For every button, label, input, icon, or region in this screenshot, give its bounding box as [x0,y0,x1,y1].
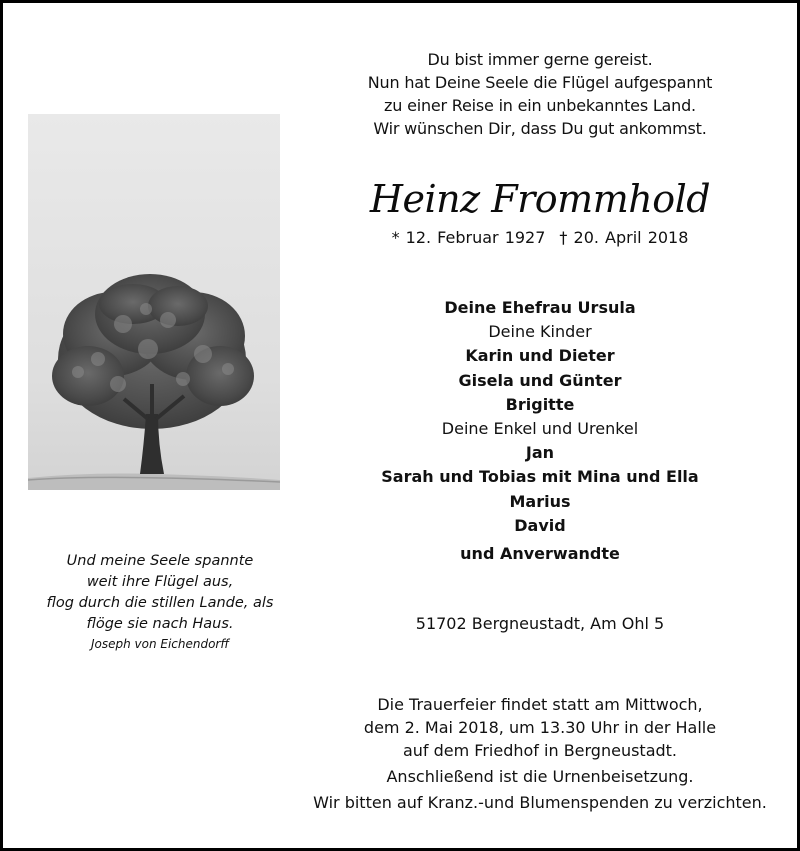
funeral-info [290,693,790,814]
life-dates [300,227,780,249]
funeral-line: auf dem Friedhof in Bergneustadt. [402,741,678,760]
birth-date: * 12. Februar 1927 [391,228,546,247]
spouse: Deine Ehefrau Ursula [444,298,636,317]
grandchildren-label: Deine Enkel und Urenkel [441,419,639,439]
quote-line: flöge sie nach Haus. [86,616,234,632]
quote-line: Und meine Seele spannte [66,553,254,569]
quote-line: weit ihre Flügel aus, [86,574,234,590]
tree-photo [28,114,280,490]
quote-line: flog durch die stillen Lande, als [46,595,274,611]
grandchild-entry: Jan [525,443,555,463]
child-entry: Brigitte [505,394,575,414]
grandchild-entry: Marius [509,491,571,511]
children-label: Deine Kinder [488,322,592,342]
grandchild-entry: Sarah und Tobias mit Mina und Ella [381,467,699,487]
family-list [300,296,780,566]
funeral-line: dem 2. Mai 2018, um 13.30 Uhr in der Halle [363,718,717,737]
tree-icon [28,114,280,490]
address: 51702 Bergneustadt, Am Ohl 5 [415,614,665,633]
deceased-name: Heinz Frommhold [369,177,711,221]
death-date: † 20. April 2018 [559,228,689,247]
child-entry: Gisela und Günter [458,370,622,390]
funeral-line: Anschließend ist die Urnenbeisetzung. [386,767,694,786]
child-entry: Karin und Dieter [465,346,615,366]
funeral-line: Die Trauerfeier findet statt am Mittwoch, [377,695,703,714]
funeral-line: Wir bitten auf Kranz.-und Blumenspenden zu verzichten. [313,793,767,812]
quote-author: Joseph von Eichendorff [90,637,230,651]
poem-line: Wir wünschen Dir, dass Du gut ankommst. [373,119,707,138]
poem-line: Nun hat Deine Seele die Flügel aufgespannt [367,73,713,92]
poem-line: zu einer Reise in ein unbekanntes Land. [384,96,696,115]
grandchild-entry: David [514,515,566,535]
poem-top [300,48,780,140]
poem-line: Du bist immer gerne gereist. [427,50,653,69]
relatives: und Anverwandte [460,544,620,564]
eichendorff-quote [20,551,300,654]
